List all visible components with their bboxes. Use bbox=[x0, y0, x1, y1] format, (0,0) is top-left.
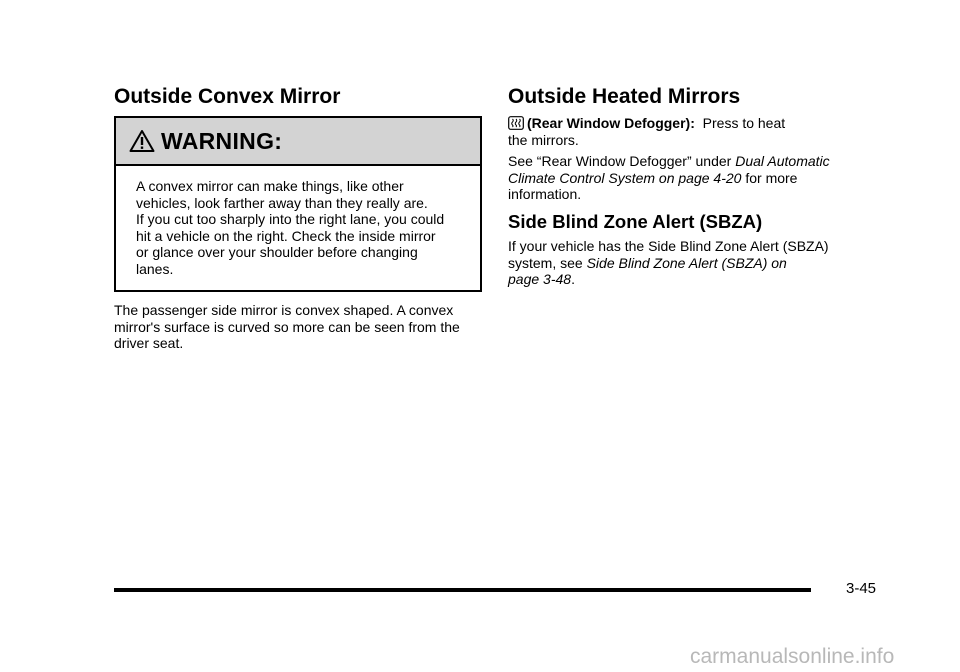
warning-line: vehicles, look farther away than they really are. bbox=[136, 194, 428, 211]
section-heading-sbza: Side Blind Zone Alert (SBZA) bbox=[508, 211, 763, 232]
watermark: carmanualsonline.info bbox=[690, 645, 895, 668]
section-heading-heated-mirrors: Outside Heated Mirrors bbox=[508, 85, 741, 108]
defogger-line bbox=[508, 115, 853, 132]
left-column bbox=[114, 84, 482, 110]
defogger-paragraph bbox=[508, 115, 853, 148]
climate-control-link[interactable]: Climate Control System on page 4‑20 bbox=[508, 169, 742, 186]
sbza-line bbox=[508, 255, 853, 272]
warning-line: hit a vehicle on the right. Check the inside mirror bbox=[136, 227, 436, 244]
warning-box bbox=[114, 116, 482, 292]
section-heading-convex-mirror: Outside Convex Mirror bbox=[114, 85, 341, 108]
sbza-line: If your vehicle has the Side Blind Zone Alert (SBZA) bbox=[508, 238, 829, 254]
sbza-suffix: . bbox=[571, 271, 575, 287]
warning-title: WARNING: bbox=[161, 127, 283, 154]
defogger-text: Press to heat bbox=[702, 115, 786, 131]
see-suffix: for more bbox=[741, 169, 798, 186]
warning-body bbox=[116, 166, 480, 278]
warning-line: lanes. bbox=[136, 260, 174, 277]
sbza-line bbox=[508, 271, 853, 288]
warning-header bbox=[116, 118, 480, 166]
see-line bbox=[508, 153, 853, 170]
paragraph-line: The passenger side mirror is convex shaped. A convex bbox=[114, 302, 454, 318]
convex-mirror-paragraph bbox=[114, 302, 484, 352]
rear-defogger-icon bbox=[508, 116, 524, 130]
climate-control-link[interactable]: Dual Automatic bbox=[735, 153, 830, 169]
footer-rule bbox=[114, 588, 811, 592]
paragraph-line: driver seat. bbox=[114, 335, 184, 351]
see-line bbox=[508, 170, 853, 187]
sbza-link[interactable]: Side Blind Zone Alert (SBZA) on bbox=[586, 254, 787, 271]
page-number: 3-45 bbox=[846, 580, 877, 597]
paragraph-line: mirror's surface is curved so more can be seen from the bbox=[114, 318, 460, 335]
see-prefix: See “Rear Window Defogger” under bbox=[508, 153, 736, 169]
sbza-prefix: system, see bbox=[508, 254, 587, 271]
defogger-label: (Rear Window Defogger): bbox=[527, 115, 695, 131]
sbza-paragraph bbox=[508, 238, 853, 288]
sbza-link[interactable]: page 3‑48 bbox=[508, 271, 572, 287]
warning-line: or glance over your shoulder before changing bbox=[136, 244, 418, 261]
warning-line: A convex mirror can make things, like other bbox=[136, 178, 404, 194]
see-line: information. bbox=[508, 186, 582, 202]
defogger-line: the mirrors. bbox=[508, 131, 579, 148]
warning-triangle-icon bbox=[129, 129, 155, 153]
warning-line: If you cut too sharply into the right lane, you could bbox=[136, 211, 445, 228]
see-defogger-paragraph bbox=[508, 153, 853, 203]
